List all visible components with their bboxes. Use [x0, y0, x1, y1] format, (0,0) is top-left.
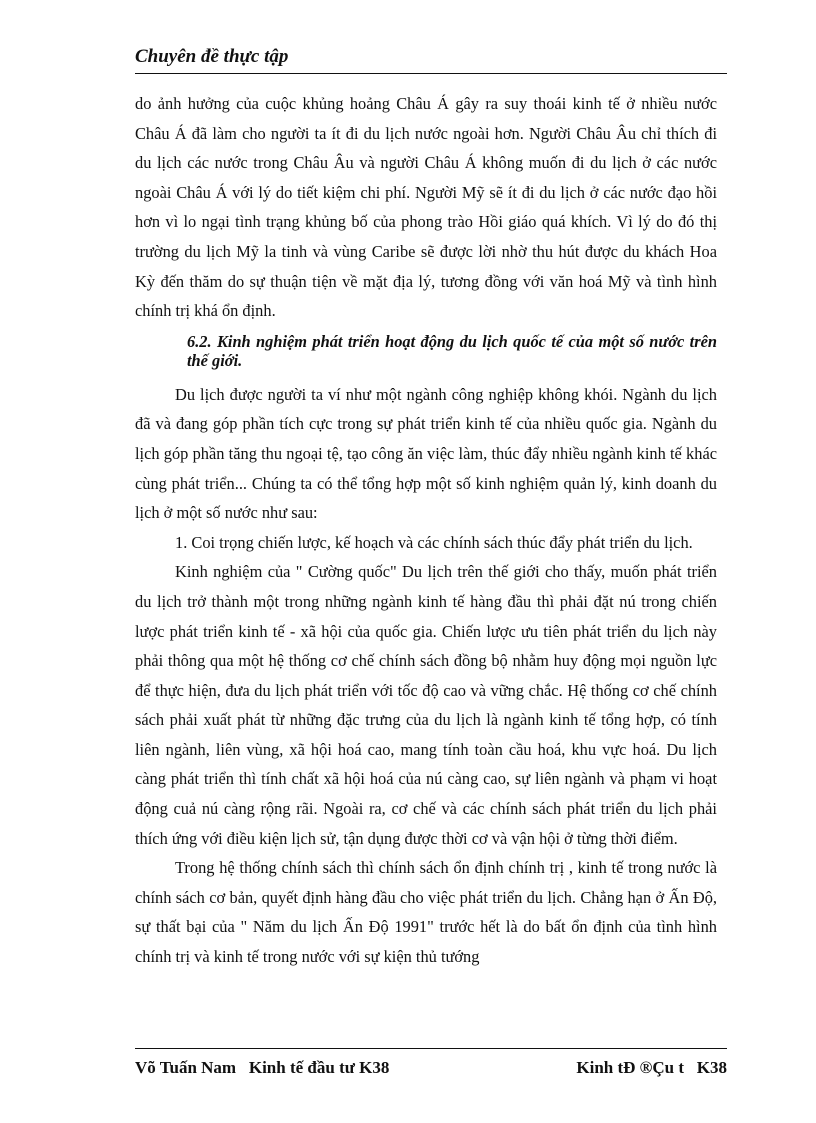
numbered-item-1: 1. Coi trọng chiến lược, kế hoạch và các chính sách thúc đẩy phát triển du lịch. — [175, 532, 693, 552]
footer-divider — [135, 1048, 727, 1049]
footer-department: Kinh tÐ ®Çu t K38 — [576, 1058, 727, 1077]
paragraph-2: Du lịch được người ta ví như một ngành công nghiệp không khói. Ngành du lịch đã và đang góp phần tích cực trong sự phát triển kinh tế của nhiều quốc gia. Ngành du lịch góp phần tăng thu ngoại tệ, tạo công ăn việc làm, thúc đẩy nhiều ngành kinh tế khác cùng phát triển... Chúng ta có thể tổng hợp một số kinh nghiệm quản lý, kinh doanh du lịch ở một số nước như sau: — [135, 384, 717, 523]
header-divider — [135, 73, 727, 74]
footer-author: Võ Tuấn Nam Kinh tế đầu tư K38 — [135, 1058, 390, 1077]
paragraph-3: Kinh nghiệm của " Cường quốc" Du lịch trên thế giới cho thấy, muốn phát triển du lịch trở thành một trong những ngành kinh tế hàng đầu thì phải đặt nú trong chiến lược phát triển kinh tế - xã hội của quốc gia. Chiến lược ưu tiên phát triển du lịch này phải thông qua một hệ thống cơ chế chính sách đồng bộ nhằm huy động mọi nguồn lực để thực hiện, đưa du lịch phát triển với tốc độ cao và vững chắc. Hệ thống cơ chế chính sách phải xuất phát từ những đặc trưng của du lịch là ngành kinh tế tổng hợp, có tính liên ngành, liên vùng, xã hội hoá cao, mang tính toàn cầu hoá, khu vực hoá. Du lịch càng phát triển thì tính chất xã hội hoá của nú càng cao, sự liên ngành và phạm vi hoạt động cuả nú càng rộng rãi. Ngoài ra, cơ chế và các chính sách phát triển du lịch phải thích ứng với điều kiện lịch sử, tận dụng được thời cơ và vận hội ở từng thời điểm. — [135, 562, 717, 848]
paragraph-4: Trong hệ thống chính sách thì chính sách ổn định chính trị , kinh tế trong nước là chính sách cơ bản, quyết định hàng đầu cho việc phát triển du lịch. Chẳng hạn ở Ấn Độ, sự thất bại của " Năm du lịch Ấn Độ 1991" trước hết là do bất ổn định của tình hình chính trị và kinh tế trong nước với sự kiện thủ tướng — [135, 858, 717, 967]
section-heading: 6.2. Kinh nghiệm phát triển hoạt động du lịch quốc tế của một số nước trên thế giới. — [187, 331, 717, 370]
paragraph-1: do ảnh hưởng của cuộc khủng hoảng Châu Á gây ra suy thoái kinh tế ở nhiều nước Châu Á đã làm cho người ta ít đi du lịch nước ngoài hơn. Người Châu Âu chỉ thích đi du lịch các nước trong Châu Âu và người Châu Á không muốn đi du lịch ở các nước ngoài Châu Á với lý do tiết kiệm chi phí. Người Mỹ sẽ ít đi du lịch ở các nước đạo hồi hơn vì lo ngại tình trạng khủng bố của phong trào Hồi giáo quá khích. Vì lý do đó thị trường du lịch Mỹ la tinh và vùng Caribe sẽ được lời nhờ thu hút được du khách Hoa Kỳ đến thăm do sự thuận tiện về mặt địa lý, tương đồng với văn hoá Mỹ và tình hình chính trị khá ổn định. — [135, 94, 717, 321]
page-header-title: Chuyên đề thực tập — [135, 46, 289, 67]
document-body — [135, 89, 717, 972]
